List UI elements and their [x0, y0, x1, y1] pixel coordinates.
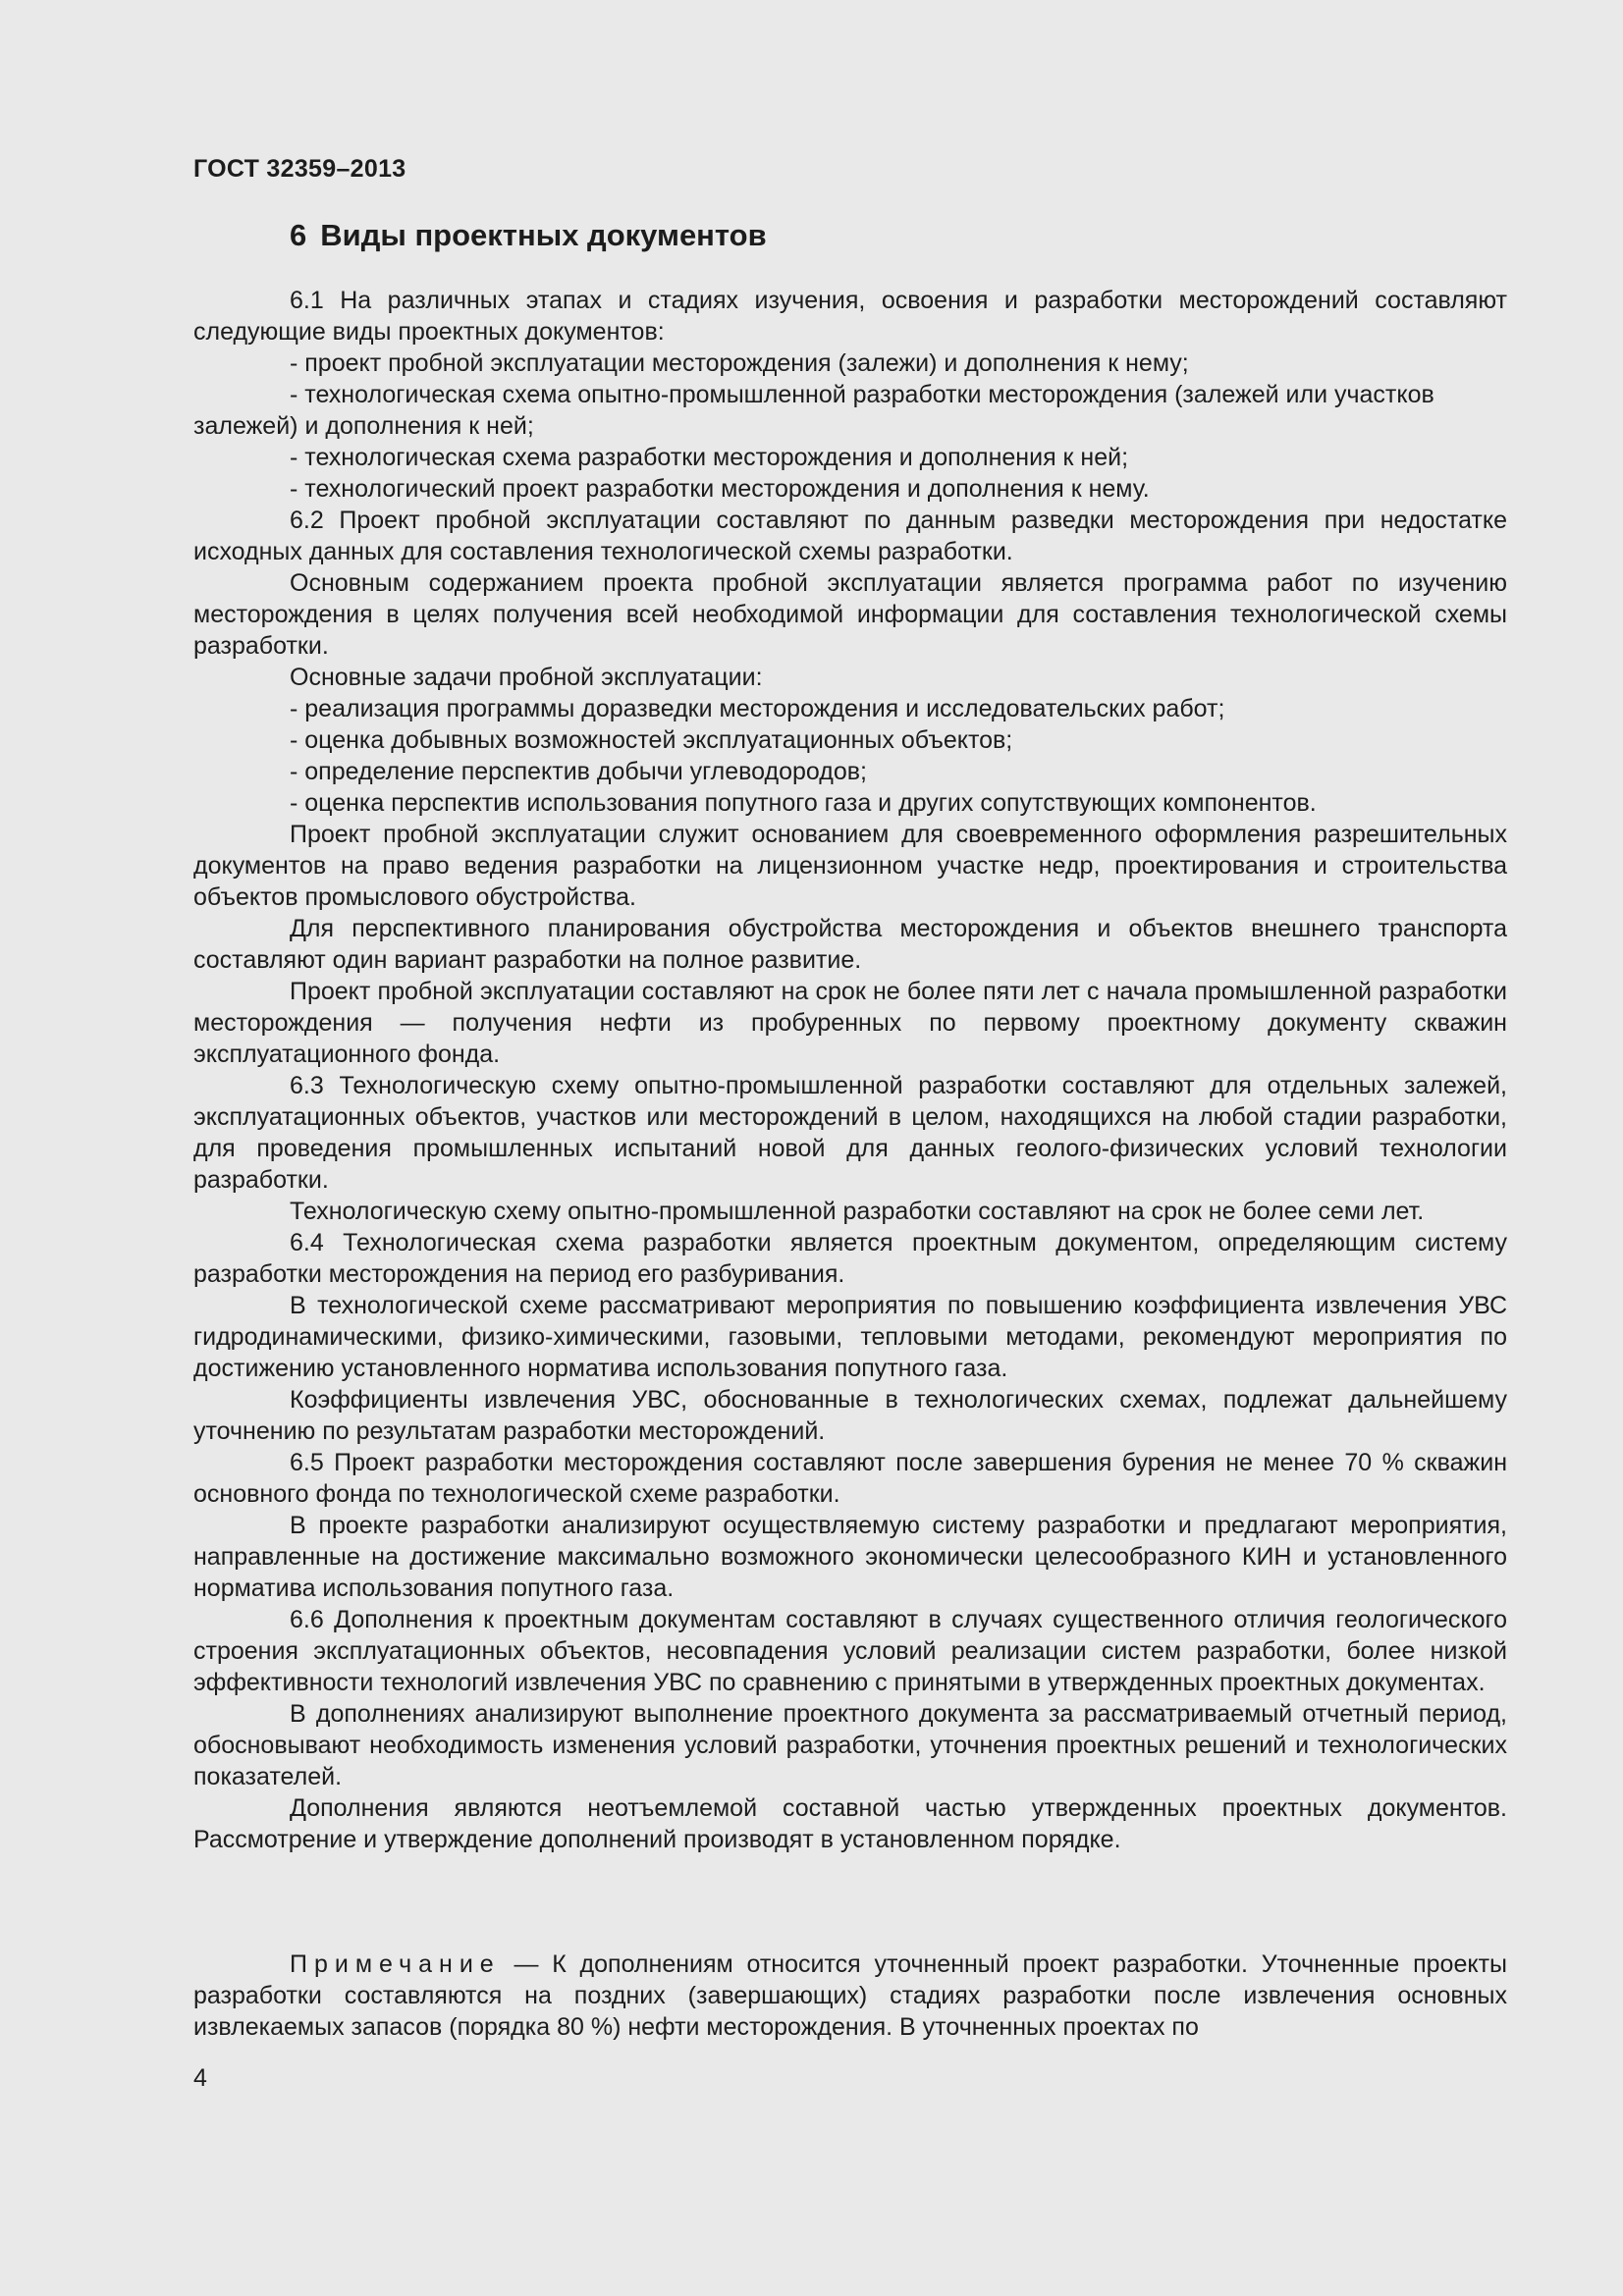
- list-item: - технологический проект разработки месторождения и дополнения к нему.: [290, 475, 1150, 503]
- list-item: Основные задачи пробной эксплуатации:: [290, 664, 763, 691]
- paragraph: В проекте разработки анализируют осуществляемую систему разработки и предлагают мероприятия, направленные на достижение максимально возможного экономически целесообразного КИН и установленного норматива использования попутного газа.: [193, 1512, 1507, 1602]
- paragraph: Для перспективного планирования обустройства месторождения и объектов внешнего транспорта составляют один вариант разработки на полное развитие.: [193, 915, 1507, 974]
- list-item: - проект пробной эксплуатации месторождения (залежи) и дополнения к нему;: [290, 349, 1189, 377]
- document-code-header: ГОСТ 32359–2013: [193, 155, 406, 183]
- list-item: - оценка добывных возможностей эксплуатационных объектов;: [290, 726, 1013, 754]
- page-number: 4: [193, 2064, 207, 2092]
- paragraph: 6.1 На различных этапах и стадиях изучения, освоения и разработки месторождений составляют следующие виды проектных документов:: [193, 287, 1507, 346]
- paragraph: 6.6 Дополнения к проектным документам составляют в случаях существенного отличия геологического строения эксплуатационных объектов, несовпадения условий реализации систем разработки, более низкой эффективности технологий извлечения УВС по сравнению с принятыми в утвержденных проектных документах.: [193, 1606, 1507, 1696]
- list-item: - оценка перспектив использования попутного газа и других сопутствующих компонентов.: [290, 789, 1317, 817]
- list-item: - технологическая схема опытно-промышленной разработки месторождения (залежей или участков залежей) и дополнения к ней;: [193, 381, 1434, 440]
- paragraph: Технологическую схему опытно-промышленной разработки составляют на срок не более семи лет.: [290, 1198, 1425, 1225]
- paragraph: Коэффициенты извлечения УВС, обоснованные в технологических схемах, подлежат дальнейшему уточнению по результатам разработки месторождений.: [193, 1386, 1507, 1445]
- section-number: 6: [290, 218, 307, 252]
- paragraph: 6.4 Технологическая схема разработки является проектным документом, определяющим систему разработки месторождения на период его разбуривания.: [193, 1229, 1507, 1288]
- paragraph: В технологической схеме рассматривают мероприятия по повышению коэффициента извлечения УВС гидродинамическими, физико-химическими, газовыми, тепловыми методами, рекомендуют мероприятия по достижению установленного норматива использования попутного газа.: [193, 1292, 1507, 1382]
- list-item: - определение перспектив добычи углеводородов;: [290, 758, 867, 785]
- paragraph: В дополнениях анализируют выполнение проектного документа за рассматриваемый отчетный период, обосновывают необходимость изменения условий разработки, уточнения проектных решений и технологических показателей.: [193, 1700, 1507, 1790]
- list-item: - реализация программы доразведки месторождения и исследовательских работ;: [290, 695, 1225, 722]
- note-label: Примечание: [290, 1950, 501, 1978]
- note-paragraph: [193, 1949, 1507, 2043]
- paragraph: 6.2 Проект пробной эксплуатации составляют по данным разведки месторождения при недостатке исходных данных для составления технологической схемы разработки.: [193, 507, 1507, 565]
- paragraph: Проект пробной эксплуатации составляют на срок не более пяти лет с начала промышленной разработки месторождения — получения нефти из пробуренных по первому проектному документу скважин эксплуатационного фонда.: [193, 978, 1507, 1068]
- paragraph: Дополнения являются неотъемлемой составной частью утвержденных проектных документов. Рассмотрение и утверждение дополнений производят в установленном порядке.: [193, 1794, 1507, 1853]
- paragraph: Проект пробной эксплуатации служит основанием для своевременного оформления разрешительных документов на право ведения разработки на лицензионном участке недр, проектирования и строительства объектов промыслового обустройства.: [193, 821, 1507, 911]
- paragraph: 6.3 Технологическую схему опытно-промышленной разработки составляют для отдельных залежей, эксплуатационных объектов, участков или месторождений в целом, находящихся на любой стадии разработки, для проведения промышленных испытаний новой для данных геолого-физических условий технологии разработки.: [193, 1072, 1507, 1194]
- paragraph: 6.5 Проект разработки месторождения составляют после завершения бурения не менее 70 % скважин основного фонда по технологической схеме разработки.: [193, 1449, 1507, 1508]
- section-title-text: Виды проектных документов: [320, 218, 767, 252]
- paragraph: Основным содержанием проекта пробной эксплуатации является программа работ по изучению месторождения в целях получения всей необходимой информации для составления технологической схемы разработки.: [193, 569, 1507, 660]
- section-heading: [290, 218, 767, 253]
- body-text: [193, 285, 1507, 1855]
- list-item: - технологическая схема разработки месторождения и дополнения к ней;: [290, 444, 1129, 471]
- note-text: — К дополнениям относится уточненный проект разработки. Уточненные проекты разработки составляются на поздних (завершающих) стадиях разработки после извлечения основных извлекаемых запасов (порядка 80 %) нефти месторождения. В уточненных проектах по: [193, 1950, 1507, 2041]
- note-block: [193, 1949, 1507, 2043]
